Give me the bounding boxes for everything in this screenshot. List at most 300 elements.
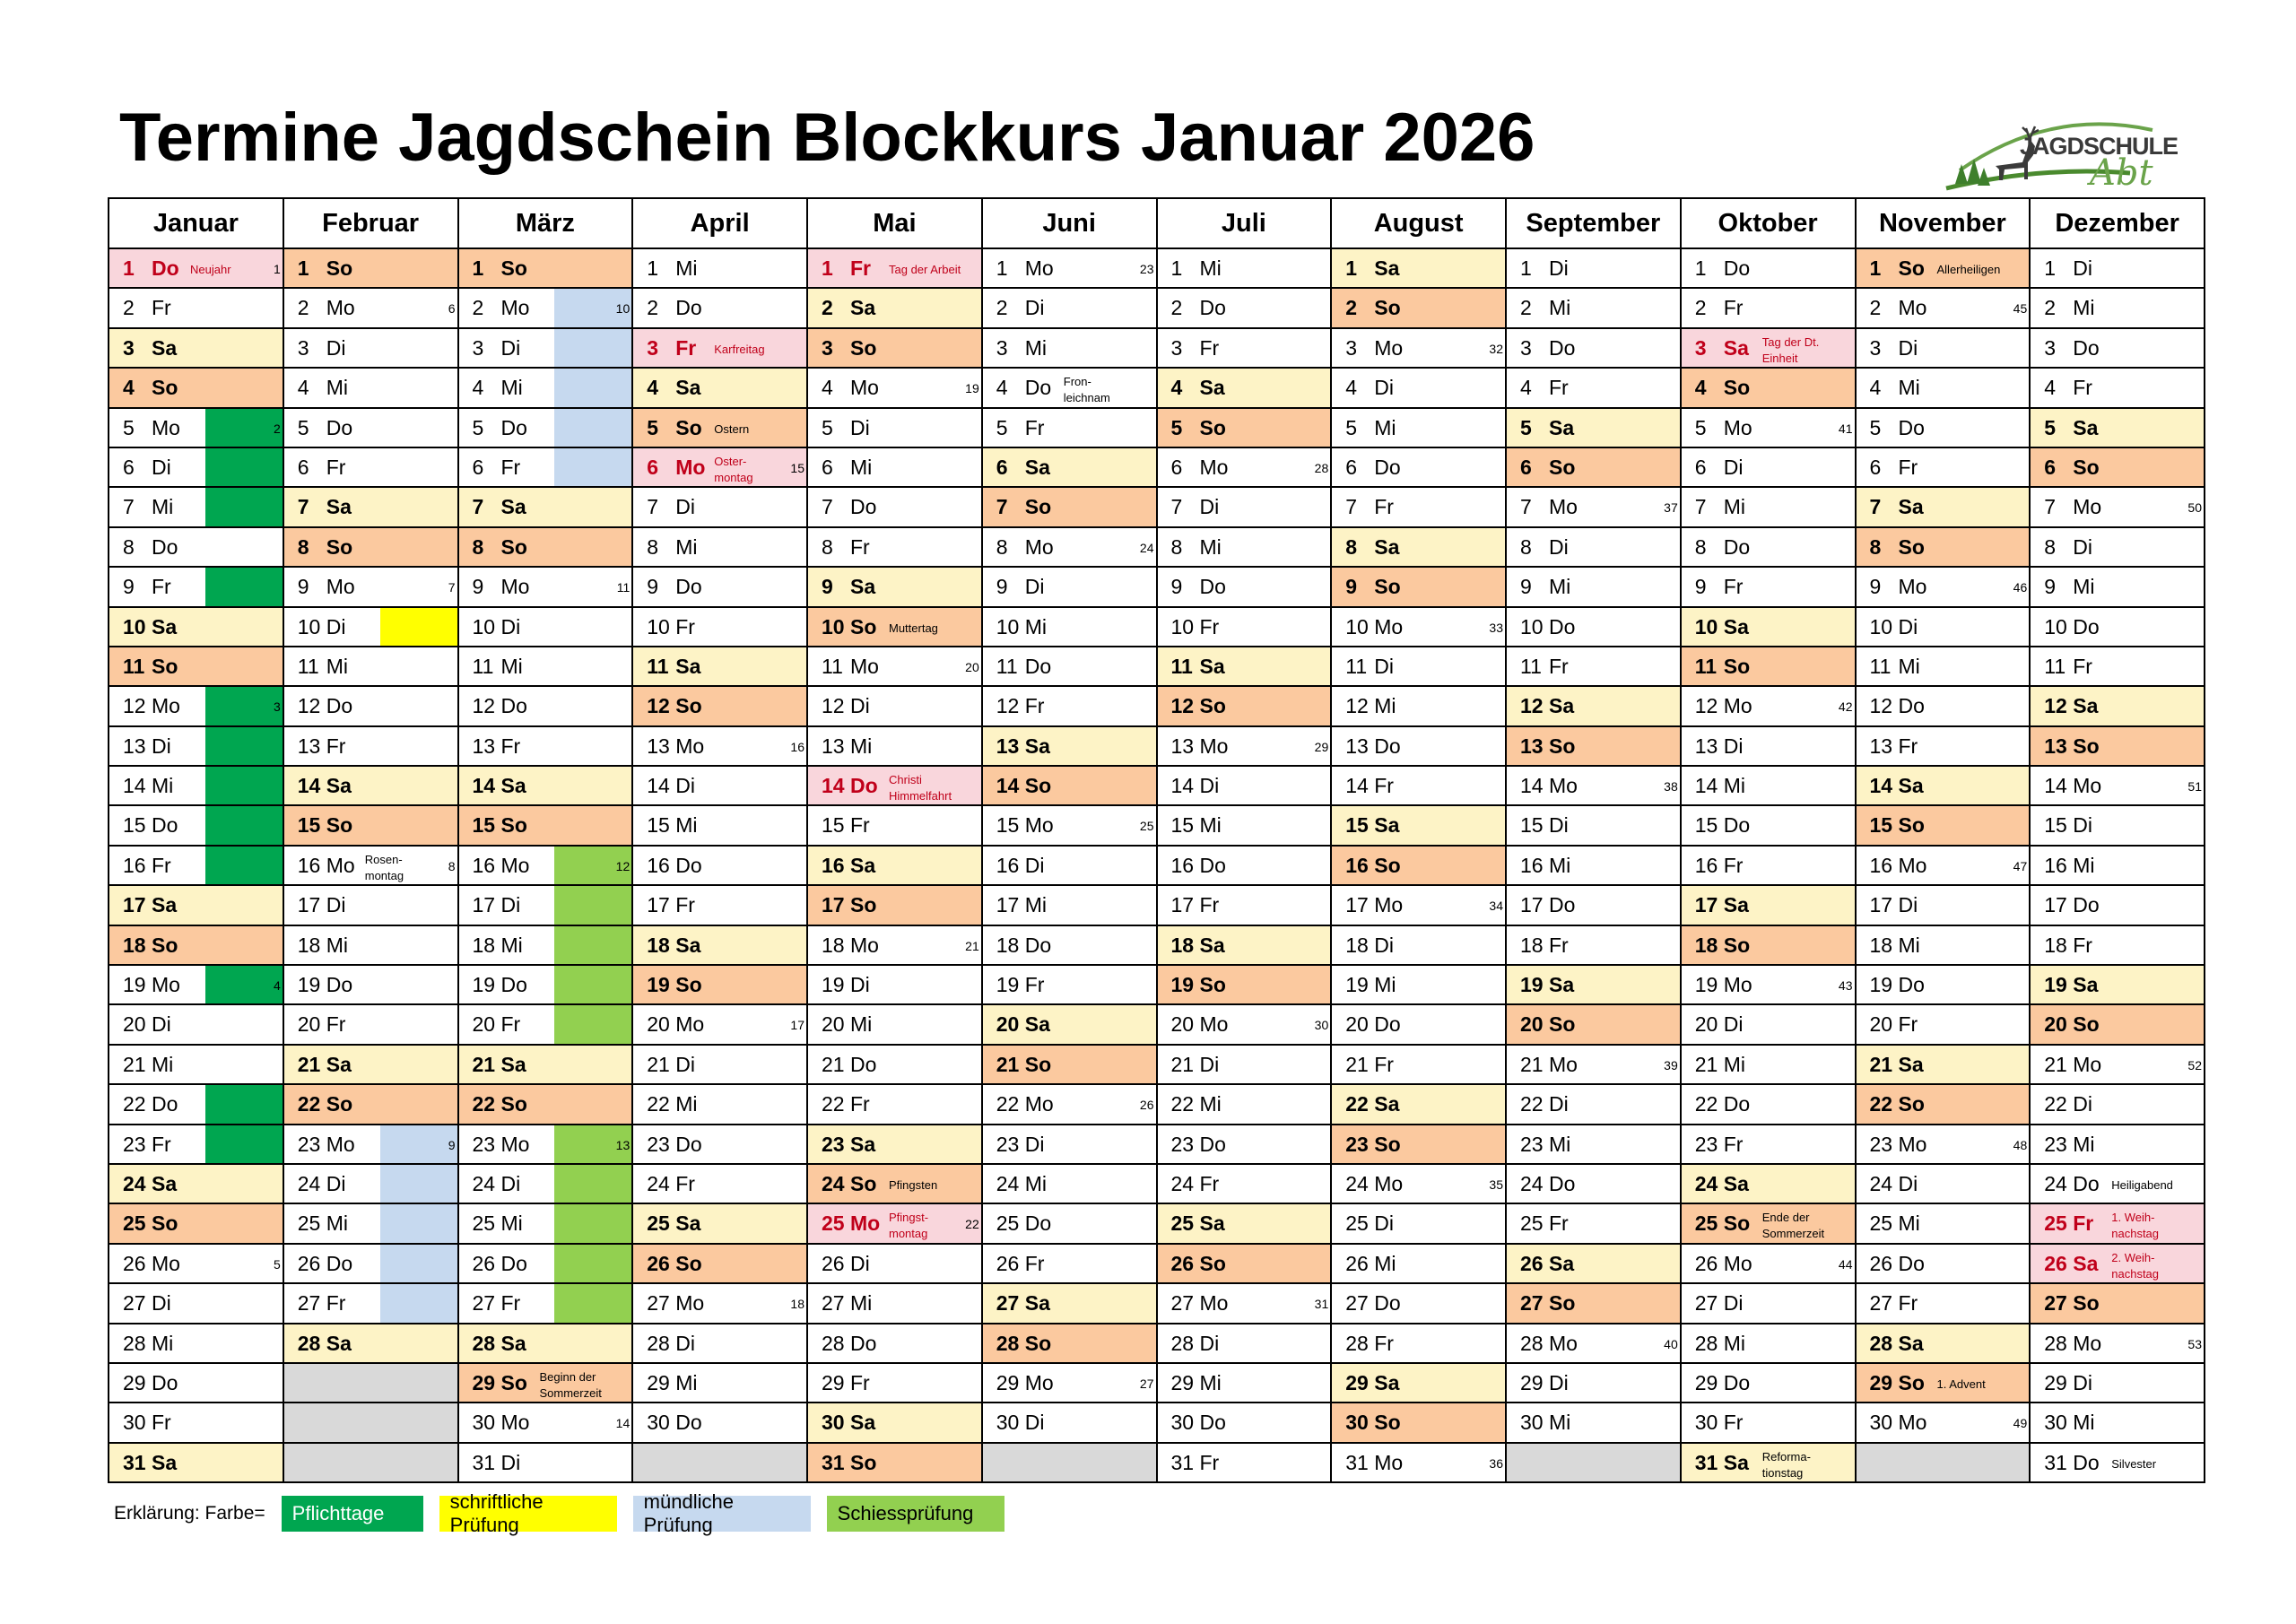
day-cell: [284, 1204, 459, 1244]
week-number: 50: [2187, 500, 2202, 516]
day-number: 14: [1694, 774, 1718, 798]
day-number: 8: [1520, 534, 1532, 559]
weekday: Mi: [1723, 1331, 1746, 1355]
day-number: 23: [1520, 1132, 1544, 1156]
weekday: Di: [2073, 534, 2092, 559]
day-number: 4: [822, 376, 833, 400]
week-number: 51: [2187, 779, 2202, 795]
weekday: Do: [1898, 694, 1925, 718]
day-number: 27: [472, 1291, 496, 1316]
day-cell: [1332, 1364, 1507, 1403]
day-number: 2: [123, 296, 135, 320]
day-cell: [284, 687, 459, 726]
week-number: 52: [2187, 1057, 2202, 1073]
weekday: Di: [675, 495, 695, 519]
day-number: 1: [123, 256, 135, 280]
day-cell: [1332, 1165, 1507, 1204]
day-cell: [1158, 767, 1333, 806]
weekday: Di: [1024, 575, 1045, 599]
day-number: 1: [472, 256, 484, 280]
day-number: 22: [996, 1092, 1020, 1116]
day-number: 28: [297, 1331, 321, 1355]
day-cell: [1682, 727, 1857, 767]
weekday: Fr: [850, 1370, 870, 1394]
day-number: 20: [297, 1012, 321, 1037]
weekday: Di: [1549, 813, 1569, 838]
weekday: So: [675, 694, 702, 718]
month-name: Dezember: [2031, 199, 2205, 249]
weekday: Mi: [1549, 296, 1571, 320]
day-cell: [284, 488, 459, 527]
weekday: So: [1374, 296, 1401, 320]
day-number: 15: [822, 813, 845, 838]
weekday: Di: [1374, 933, 1394, 957]
day-cell: [1158, 1005, 1333, 1045]
day-cell: [808, 1046, 983, 1085]
day-cell: [1332, 647, 1507, 687]
week-number: 42: [1838, 699, 1853, 715]
weekday: Mo: [1898, 1411, 1927, 1435]
day-number: 17: [1694, 893, 1718, 917]
day-number: 17: [123, 893, 146, 917]
weekday: Sa: [850, 575, 876, 599]
day-cell: [633, 886, 808, 925]
month-column: [1507, 249, 1682, 1483]
day-number: 1: [297, 256, 309, 280]
weekday: Mi: [1024, 335, 1048, 360]
day-cell: [1507, 249, 1682, 289]
day-number: 13: [647, 734, 670, 758]
day-cell: [808, 1444, 983, 1483]
day-number: 25: [472, 1211, 496, 1236]
day-cell: [1857, 1204, 2031, 1244]
day-number: 13: [1694, 734, 1718, 758]
weekday: Do: [1199, 1132, 1226, 1156]
weekday: Sa: [500, 1331, 526, 1355]
calendar-body: [109, 249, 2205, 1483]
day-number: 5: [123, 415, 135, 439]
day-cell: [109, 727, 284, 767]
day-cell: [1507, 1324, 1682, 1364]
day-note: Silvester: [2111, 1456, 2157, 1471]
day-cell: [1857, 1245, 2031, 1284]
day-cell: [1158, 1046, 1333, 1085]
day-cell: [633, 608, 808, 647]
day-cell: [1682, 847, 1857, 886]
weekday: Sa: [675, 1211, 701, 1236]
weekday: Di: [1024, 1411, 1045, 1435]
month-column: [459, 249, 634, 1483]
weekday: Di: [2073, 256, 2092, 280]
weekday: Do: [1024, 654, 1052, 678]
day-number: 18: [297, 933, 321, 957]
day-cell: [983, 1364, 1158, 1403]
weekday: Mi: [1549, 853, 1571, 877]
week-number: 13: [615, 1137, 631, 1152]
day-cell: [284, 1046, 459, 1085]
day-number: 5: [1694, 415, 1707, 439]
weekday: Do: [1898, 973, 1925, 997]
day-cell: [1332, 608, 1507, 647]
day-number: 15: [1694, 813, 1718, 838]
day-number: 23: [996, 1132, 1020, 1156]
day-cell: [2031, 966, 2205, 1005]
day-cell: [109, 1284, 284, 1324]
day-number: 9: [297, 575, 309, 599]
weekday: Di: [675, 1331, 695, 1355]
month-name: November: [1857, 199, 2031, 249]
day-number: 30: [996, 1411, 1020, 1435]
day-cell: [1682, 568, 1857, 607]
day-cell: [284, 926, 459, 966]
day-cell: [633, 448, 808, 488]
day-cell: [633, 1444, 808, 1483]
day-note: Tag der Arbeit: [889, 263, 961, 276]
weekday: So: [1898, 1092, 1925, 1116]
weekday: Mi: [1549, 575, 1571, 599]
day-number: 11: [822, 654, 843, 678]
weekday: Sa: [1199, 933, 1225, 957]
weekday: So: [2073, 1012, 2100, 1037]
day-cell: [2031, 1444, 2205, 1483]
weekday: Di: [1199, 1052, 1220, 1076]
day-cell: [633, 1284, 808, 1324]
day-cell: [1158, 1284, 1333, 1324]
weekday: Sa: [1549, 415, 1575, 439]
day-cell: [633, 767, 808, 806]
day-number: 16: [123, 853, 146, 877]
day-number: 8: [297, 534, 309, 559]
day-cell: [109, 568, 284, 607]
day-cell: [808, 289, 983, 328]
weekday: Fr: [1024, 415, 1045, 439]
weekday: Mi: [152, 774, 174, 798]
week-number: 32: [1489, 341, 1503, 356]
weekday: Sa: [152, 1171, 178, 1195]
day-cell: [109, 249, 284, 289]
weekday: Di: [2073, 1370, 2092, 1394]
day-cell: [1507, 886, 1682, 925]
day-cell: [284, 806, 459, 846]
day-cell: [1857, 1284, 2031, 1324]
day-cell: [1332, 1444, 1507, 1483]
day-number: 21: [1345, 1052, 1369, 1076]
day-cell: [983, 249, 1158, 289]
month-name: Oktober: [1682, 199, 1857, 249]
week-number: 27: [1139, 1376, 1154, 1391]
day-cell: [1158, 1125, 1333, 1165]
weekday: Fr: [1898, 734, 1918, 758]
day-number: 29: [996, 1370, 1020, 1394]
day-number: 23: [2044, 1132, 2067, 1156]
day-number: 22: [472, 1092, 496, 1116]
event-marker: [205, 1085, 283, 1123]
weekday: Fr: [1024, 973, 1045, 997]
day-cell: [284, 727, 459, 767]
day-number: 26: [1694, 1251, 1718, 1275]
weekday: Di: [1199, 774, 1220, 798]
day-number: 18: [647, 933, 670, 957]
day-cell: [1158, 847, 1333, 886]
day-cell: [983, 289, 1158, 328]
day-cell: [1507, 329, 1682, 369]
day-cell: [109, 847, 284, 886]
day-number: 19: [1869, 973, 1893, 997]
weekday: Sa: [675, 654, 701, 678]
weekday: Mo: [1374, 614, 1404, 638]
weekday: Mo: [500, 1132, 530, 1156]
day-cell: [1507, 1005, 1682, 1045]
day-number: 20: [996, 1012, 1020, 1037]
day-number: 24: [2044, 1171, 2067, 1195]
weekday: Di: [1898, 335, 1918, 360]
legend-pflichttage: Pflichttage: [282, 1496, 423, 1532]
day-number: 5: [822, 415, 833, 439]
day-cell: [808, 926, 983, 966]
day-number: 12: [123, 694, 146, 718]
day-number: 6: [1345, 455, 1358, 479]
day-number: 29: [1170, 1370, 1195, 1394]
weekday: Do: [1024, 1211, 1052, 1236]
day-number: 27: [996, 1291, 1020, 1316]
day-number: 21: [2044, 1052, 2067, 1076]
day-cell: [983, 926, 1158, 966]
day-number: 18: [123, 933, 146, 957]
weekday: Mi: [152, 495, 174, 519]
day-cell: [1332, 926, 1507, 966]
day-number: 25: [123, 1211, 146, 1236]
day-cell: [459, 1165, 634, 1204]
day-number: 15: [1345, 813, 1369, 838]
day-cell: [284, 1284, 459, 1324]
weekday: Mo: [1024, 813, 1054, 838]
week-number: 6: [448, 301, 456, 317]
day-cell: [109, 528, 284, 568]
weekday: Sa: [1898, 1331, 1924, 1355]
day-cell: [808, 966, 983, 1005]
day-number: 6: [297, 455, 309, 479]
day-number: 26: [822, 1251, 845, 1275]
day-cell: [983, 608, 1158, 647]
weekday: Mi: [675, 1092, 698, 1116]
month-column: [284, 249, 459, 1483]
week-number: 22: [965, 1217, 979, 1232]
weekday: Mi: [1549, 1411, 1571, 1435]
weekday: Sa: [152, 335, 178, 360]
weekday: Mo: [1898, 575, 1927, 599]
weekday: Mi: [326, 1211, 349, 1236]
day-number: 14: [1520, 774, 1544, 798]
day-number: 20: [822, 1012, 845, 1037]
day-number: 9: [996, 575, 1008, 599]
weekday: Fr: [675, 614, 695, 638]
day-number: 17: [1520, 893, 1544, 917]
day-number: 30: [472, 1411, 496, 1435]
day-number: 1: [1345, 256, 1358, 280]
day-number: 24: [297, 1171, 321, 1195]
day-number: 8: [647, 534, 659, 559]
week-number: 31: [1314, 1297, 1329, 1312]
event-marker: [554, 1284, 631, 1322]
day-number: 4: [1520, 376, 1532, 400]
day-cell: [459, 1046, 634, 1085]
weekday: Mo: [1898, 296, 1927, 320]
weekday: Mo: [1549, 1052, 1578, 1076]
day-number: 24: [1520, 1171, 1544, 1195]
day-number: 21: [297, 1052, 321, 1076]
weekday: Di: [1549, 256, 1569, 280]
day-cell: [284, 409, 459, 448]
weekday: Sa: [500, 1052, 526, 1076]
weekday: Fr: [1024, 1251, 1045, 1275]
weekday: Do: [1199, 296, 1226, 320]
weekday: Di: [850, 694, 870, 718]
weekday: Di: [675, 774, 695, 798]
day-number: 23: [1170, 1132, 1195, 1156]
day-cell: [633, 1165, 808, 1204]
weekday: Mo: [152, 415, 180, 439]
day-cell: [1682, 1085, 1857, 1125]
day-number: 20: [472, 1012, 496, 1037]
weekday: Sa: [1024, 1012, 1050, 1037]
day-number: 15: [647, 813, 670, 838]
weekday: Sa: [1024, 734, 1050, 758]
weekday: Do: [326, 415, 353, 439]
weekday: Di: [850, 973, 870, 997]
weekday: Mo: [500, 853, 530, 877]
weekday: Fr: [850, 1092, 870, 1116]
day-number: 7: [1520, 495, 1532, 519]
day-cell: [983, 1125, 1158, 1165]
day-cell: [284, 1245, 459, 1284]
day-cell: [2031, 488, 2205, 527]
day-number: 31: [1170, 1450, 1195, 1474]
weekday: Sa: [152, 893, 178, 917]
day-cell: [2031, 608, 2205, 647]
day-note: Ende der Sommerzeit: [1761, 1211, 1825, 1241]
day-cell: [2031, 687, 2205, 726]
day-number: 2: [1345, 296, 1358, 320]
day-cell: [633, 1245, 808, 1284]
weekday: So: [2073, 734, 2100, 758]
day-number: 26: [1520, 1251, 1544, 1275]
weekday: Mo: [1374, 893, 1404, 917]
day-cell: [1158, 1204, 1333, 1244]
weekday: Mi: [1374, 415, 1396, 439]
day-number: 9: [1869, 575, 1882, 599]
event-marker: [205, 1125, 283, 1163]
day-number: 23: [1869, 1132, 1893, 1156]
day-number: 1: [996, 256, 1008, 280]
day-number: 22: [1694, 1092, 1718, 1116]
day-number: 9: [2044, 575, 2057, 599]
day-cell: [1682, 1046, 1857, 1085]
day-cell: [109, 1005, 284, 1045]
day-cell: [459, 647, 634, 687]
month-column: [1682, 249, 1857, 1483]
day-number: 8: [822, 534, 833, 559]
day-number: 10: [647, 614, 670, 638]
day-number: 16: [1694, 853, 1718, 877]
day-cell: [1507, 1245, 1682, 1284]
day-cell: [2031, 1403, 2205, 1443]
day-cell: [1507, 488, 1682, 527]
day-cell: [1857, 409, 2031, 448]
weekday: Di: [1374, 1211, 1394, 1236]
weekday: So: [850, 1450, 877, 1474]
day-cell: [2031, 1005, 2205, 1045]
day-cell: [983, 1284, 1158, 1324]
weekday: So: [850, 893, 877, 917]
day-note: Christi Himmelfahrt: [889, 773, 952, 803]
week-number: 7: [448, 580, 456, 595]
day-cell: [2031, 1245, 2205, 1284]
week-number: 48: [2013, 1137, 2028, 1152]
weekday: Sa: [1898, 1052, 1924, 1076]
day-cell: [2031, 249, 2205, 289]
day-cell: [1332, 1005, 1507, 1045]
day-cell: [284, 1125, 459, 1165]
day-number: 10: [123, 614, 146, 638]
day-number: 25: [297, 1211, 321, 1236]
day-number: 14: [822, 774, 845, 798]
weekday: Mi: [1723, 1052, 1746, 1076]
weekday: So: [850, 614, 877, 638]
weekday: Mo: [326, 853, 355, 877]
weekday: Mo: [1374, 1171, 1404, 1195]
weekday: Do: [500, 1251, 527, 1275]
weekday: Sa: [1723, 335, 1749, 360]
day-number: 16: [297, 853, 321, 877]
weekday: Mo: [1024, 256, 1054, 280]
day-cell: [1507, 727, 1682, 767]
day-cell: [808, 647, 983, 687]
weekday: Do: [850, 495, 877, 519]
day-number: 20: [1694, 1012, 1718, 1037]
day-cell: [459, 1204, 634, 1244]
day-cell: [983, 329, 1158, 369]
day-number: 4: [123, 376, 135, 400]
day-number: 8: [1694, 534, 1707, 559]
day-number: 10: [297, 614, 321, 638]
day-cell: [1682, 1005, 1857, 1045]
weekday: Fr: [1898, 455, 1918, 479]
weekday: Mi: [2073, 853, 2095, 877]
day-cell: [1857, 488, 2031, 527]
weekday: Mo: [850, 933, 879, 957]
day-cell: [983, 806, 1158, 846]
day-cell: [808, 528, 983, 568]
weekday: Sa: [326, 1331, 352, 1355]
day-cell: [2031, 568, 2205, 607]
weekday: Mo: [675, 1291, 705, 1316]
weekday: Mi: [152, 1052, 174, 1076]
day-number: 7: [123, 495, 135, 519]
month-column: [1332, 249, 1507, 1483]
day-cell: [808, 329, 983, 369]
day-cell: [1507, 1444, 1682, 1483]
day-number: 2: [1694, 296, 1707, 320]
day-cell: [1857, 329, 2031, 369]
weekday: Di: [1723, 1291, 1744, 1316]
day-number: 13: [1170, 734, 1195, 758]
day-number: 16: [996, 853, 1020, 877]
event-marker: [380, 1204, 457, 1242]
day-number: 2: [297, 296, 309, 320]
day-number: 14: [996, 774, 1020, 798]
day-cell: [983, 1005, 1158, 1045]
weekday: Fr: [2073, 376, 2092, 400]
